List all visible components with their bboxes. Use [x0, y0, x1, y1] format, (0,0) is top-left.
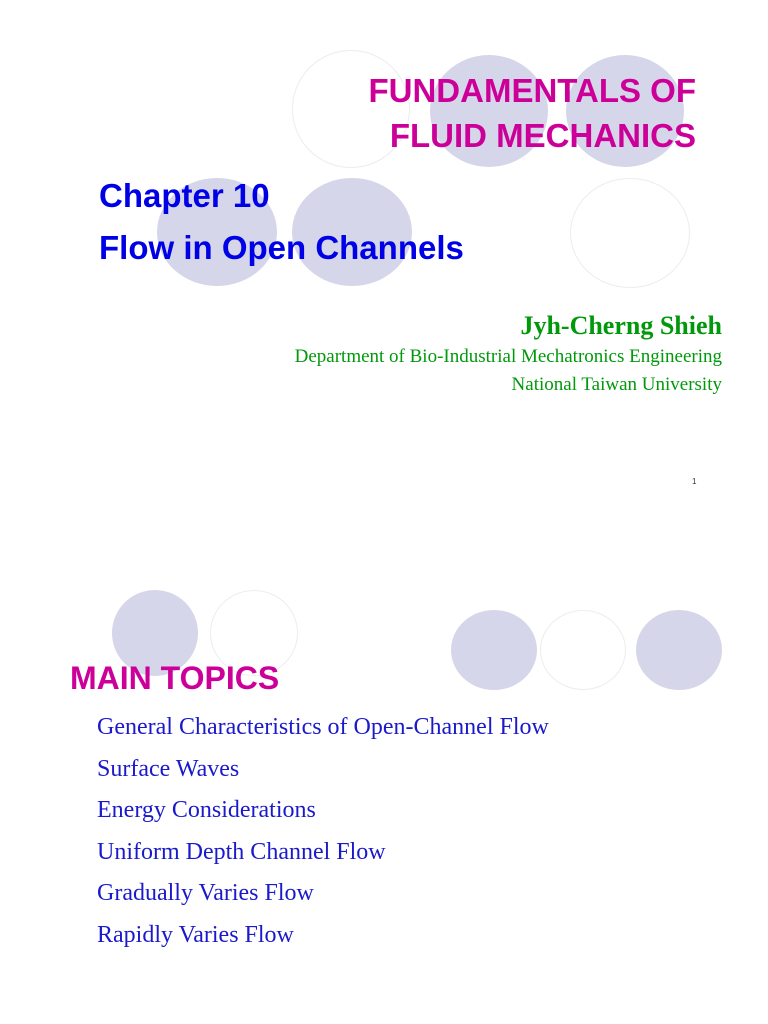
- department: Department of Bio-Industrial Mechatronics Engineering: [294, 346, 722, 367]
- decorative-circle-outline: [540, 610, 626, 690]
- page-number: 1: [692, 477, 697, 486]
- author-name: Jyh-Cherng Shieh: [520, 311, 722, 340]
- list-item: General Characteristics of Open-Channel Flow: [97, 714, 549, 740]
- list-item: Surface Waves: [97, 755, 240, 782]
- list-item: Uniform Depth Channel Flow: [97, 838, 386, 865]
- chapter-number: Chapter 10: [99, 177, 270, 214]
- course-title-line-2: FLUID MECHANICS: [389, 117, 696, 154]
- list-item: Rapidly Varies Flow: [97, 921, 294, 948]
- course-title: [368, 68, 696, 158]
- decorative-circle-outline: [570, 178, 690, 288]
- affiliation: [295, 343, 722, 399]
- topics-list: [97, 707, 549, 956]
- decorative-circle-filled: [451, 610, 537, 690]
- chapter-title: [99, 170, 464, 274]
- chapter-name: Flow in Open Channels: [99, 229, 464, 266]
- decorative-circle-filled: [636, 610, 722, 690]
- list-item: Gradually Varies Flow: [97, 880, 314, 906]
- main-topics-heading: MAIN TOPICS: [70, 660, 280, 696]
- slide-2: [0, 512, 768, 1024]
- list-item: Energy Considerations: [97, 797, 316, 823]
- course-title-line-1: FUNDAMENTALS OF: [368, 72, 696, 109]
- university: National Taiwan University: [511, 374, 722, 395]
